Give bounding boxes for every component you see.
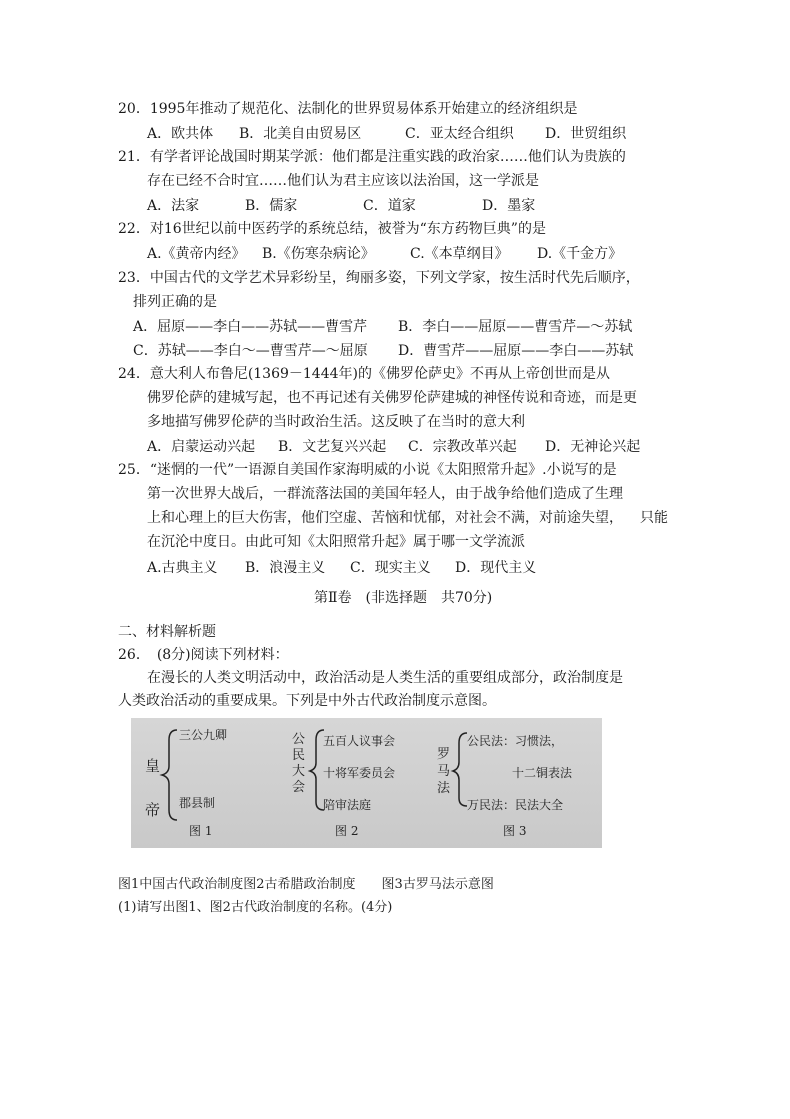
q21-stem-line1: 21．有学者评论战国时期某学派：他们都是注重实践的政治家……他们认为贵族的 [118, 149, 626, 165]
q23-stem-line1: 23．中国古代的文学艺术异彩纷呈，绚丽多姿，下列文学家，按生活时代先后顺序， [118, 270, 640, 286]
fig1-label: 图 1 [189, 824, 213, 838]
q26-sub1: (1)请写出图1、图2古代政治制度的名称。(4分) [118, 900, 393, 915]
part-heading: 二、材料解析题 [118, 624, 216, 640]
q24-option-b: B．文艺复兴兴起 [278, 439, 387, 455]
q24-stem-line2: 佛罗伦萨的建城写起，也不再记述有关佛罗伦萨建城的神怪传说和奇迹，而是更 [147, 390, 637, 406]
q23-option-d: D．曹雪芹——屈原——李白——苏轼 [398, 343, 634, 359]
q25-option-d: D．现代主义 [455, 560, 537, 576]
section2-title: 第Ⅱ卷 (非选择题 共70分) [314, 590, 493, 606]
q20-stem: 20．1995年推动了规范化、法制化的世界贸易体系开始建立的经济组织是 [118, 101, 578, 117]
q26-material-line1: 在漫长的人类文明活动中，政治活动是人类生活的重要组成部分，政治制度是 [147, 670, 623, 686]
q22-option-d: D.《千金方》 [537, 246, 623, 262]
q20-option-a: A．欧共体 [147, 126, 214, 142]
q23-option-b: B．李白——屈原——曹雪芹—～苏轼 [398, 319, 633, 335]
fig2-root: 公民大会 [292, 732, 306, 795]
q22-stem: 22．对16世纪以前中医药学的系统总结，被誉为“东方药物巨典”的是 [118, 221, 546, 237]
q25-stem-line2: 第一次世界大战后，一群流落法国的美国年轻人，由于战争给他们造成了生理 [147, 486, 623, 502]
q25-option-a: A.古典主义 [147, 560, 218, 576]
q25-option-b: B．浪漫主义 [245, 560, 326, 576]
q22-option-c: C.《本草纲目》 [410, 246, 509, 262]
q23-stem-line2: 排列正确的是 [133, 294, 217, 310]
q25-stem-line3: 上和心理上的巨大伤害，他们空虚、苦恼和忧郁，对社会不满，对前途失望， [147, 510, 623, 526]
figure-caption: 图1中国古代政治制度图2古希腊政治制度 图3古罗马法示意图 [118, 877, 494, 892]
fig3-root: 罗马法 [437, 747, 451, 796]
q24-option-a: A．启蒙运动兴起 [147, 439, 256, 455]
q20-option-d: D．世贸组织 [545, 126, 627, 142]
q25-stem-line1: 25．“迷惘的一代”一语源自美国作家海明威的小说《太阳照常升起》.小说写的是 [118, 462, 617, 478]
q26-material-line2: 人类政治活动的重要成果。下列是中外古代政治制度示意图。 [118, 693, 496, 709]
q24-stem-line3: 多地描写佛罗伦萨的当时政治生活。这反映了在当时的意大利 [147, 414, 525, 430]
fig1-root: 皇帝 [145, 757, 161, 819]
q23-option-a: A．屈原——李白——苏轼——曹雪芹 [133, 319, 368, 335]
fig2-item-1: 五百人议事会 [323, 734, 396, 748]
fig3-label: 图 3 [503, 824, 527, 838]
q22-option-a: A.《黄帝内经》 [147, 246, 246, 262]
q26-header: 26． (8分)阅读下列材料： [118, 647, 289, 663]
q24-stem-line1: 24．意大利人布鲁尼(1369－1444年)的《佛罗伦萨史》不再从上帝创世而是从 [118, 366, 610, 382]
fig2-label: 图 2 [335, 824, 359, 838]
q21-option-b: B．儒家 [245, 198, 298, 214]
q21-stem-line2: 存在已经不合时宜……他们认为君主应该以法治国，这一学派是 [147, 173, 539, 189]
q21-option-a: A．法家 [147, 198, 200, 214]
q24-option-d: D．无神论兴起 [545, 439, 641, 455]
q21-option-d: D．墨家 [482, 198, 536, 214]
fig3-item-3: 万民法：民法大全 [467, 798, 564, 812]
q21-option-c: C．道家 [363, 198, 416, 214]
q23-option-c: C．苏轼——李白～—曹雪芹—～屈原 [133, 343, 368, 359]
q25-option-c: C．现实主义 [350, 560, 431, 576]
political-systems-figure [131, 718, 602, 848]
q20-option-c: C．亚太经合组织 [405, 126, 514, 142]
fig1-item-1: 三公九卿 [179, 728, 228, 742]
q22-option-b: B.《伤寒杂病论》 [262, 246, 375, 262]
fig1-item-2: 郡县制 [179, 796, 216, 810]
q24-option-c: C．宗教改革兴起 [408, 439, 517, 455]
fig2-brace [310, 730, 324, 810]
fig3-item-2: 十二铜表法 [512, 766, 573, 780]
fig3-item-1: 公民法：习惯法， [467, 734, 564, 748]
fig2-item-3: 陪审法庭 [323, 798, 372, 812]
fig3-brace [453, 733, 467, 806]
q25-stem-line4: 在沉沦中度日。由此可知《太阳照常升起》属于哪一文学流派 [147, 534, 525, 550]
fig1-brace [162, 730, 177, 820]
fig2-item-2: 十将军委员会 [323, 766, 396, 780]
q20-option-b: B．北美自由贸易区 [239, 126, 362, 142]
q25-stem-tail: 只能 [640, 510, 668, 526]
